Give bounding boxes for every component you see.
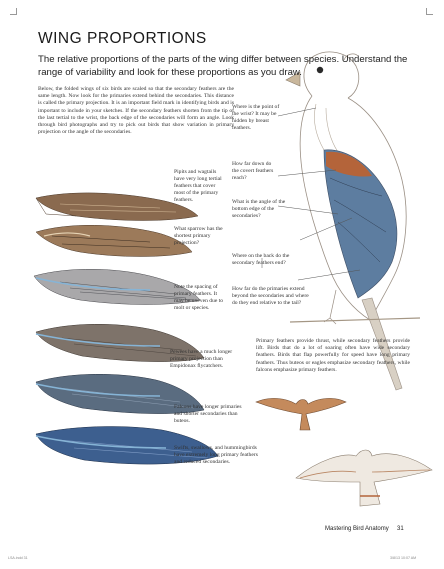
wing-sparrow [36, 225, 192, 256]
folio-page-number: 31 [397, 526, 404, 532]
flight-feathers-paragraph: Primary feathers provide thrust, while secondary feathers provide lift. Birds that do a lot of soaring often have wide secondary feathers. Birds that flap powerfully for speed have long primary feathers. Thus buteos or eagles emphasize secondary feathers, while falcons emphasize primary feathers. [256, 338, 410, 373]
intro-paragraph: Below, the folded wings of six birds are scaled so that the secondary feathers are the same length. Now look for the primaries extend behind the secondaries. This distance is called the primary projection. It is an important field mark in identifying birds and is important to include in your sketches. If the secondary feathers shorten from the tip of the last tertial to the wrist, the back edge of the secondaries will form an angle. Look through bird photographs and try to pick out birds that show variation in primary projection or the angle of the secondaries. [38, 86, 234, 136]
flying-buteo-drawing [296, 450, 432, 506]
print-footer-left: LSA.indd 31 [8, 556, 28, 560]
caption-spacing: Note the spacing of primary feathers. It may be uneven due to molt or species. [174, 284, 224, 312]
page-title: WING PROPORTIONS [38, 30, 207, 47]
caption-sparrow: What sparrow has the shortest primary projection? [174, 226, 223, 247]
caption-falcons: Falcons have longer primaries and shorter secondaries than buteos. [174, 404, 242, 425]
callout-coverts: How far down do the covert feathers reach? [232, 161, 274, 182]
callout-wrist: Where is the point of the wrist? It may be hidden by breast feathers. [232, 104, 280, 132]
print-footer-right: 3/8/13 10:07 AM [390, 556, 417, 560]
callout-bottom-edge: What is the angle of the bottom edge of the secondaries? [232, 199, 286, 220]
folio-title: Mastering Bird Anatomy [325, 526, 389, 532]
caption-pewees: Pewees have a much longer primary projection than Empidonax flycatchers. [170, 349, 233, 370]
page-subtitle: The relative proportions of the parts of the wing differ between species. Understand the range of variability and look for these proportions as you draw. [38, 54, 408, 78]
callout-primaries-extend: How far do the primaries extend beyond the secondaries and where do they end relative to the tail? [232, 286, 309, 307]
caption-pipits: Pipits and wagtails have very long tertial feathers that cover most of the primary feathers. [174, 169, 222, 204]
flying-falcon-drawing [256, 398, 346, 430]
callout-back-end: Where on the back do the secondary feathers end? [232, 253, 290, 267]
page-folio [325, 526, 404, 532]
caption-swifts: Swifts, swallows, and hummingbirds have extremely long primary feathers and reduced secondaries. [174, 445, 258, 466]
